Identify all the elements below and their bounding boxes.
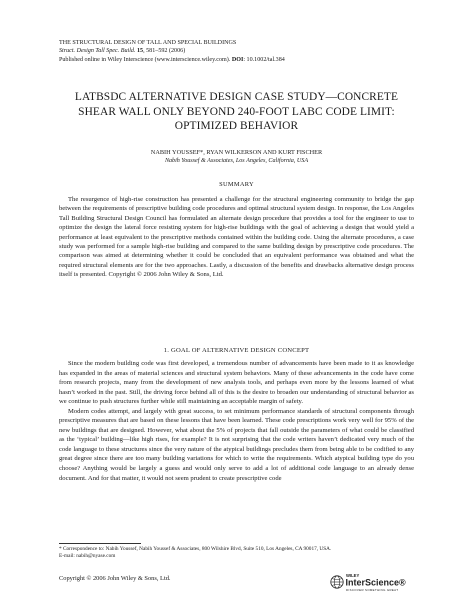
title-line: LATBSDC ALTERNATIVE DESIGN CASE STUDY—CONCRETE	[74, 91, 399, 103]
section-heading: 1. GOAL OF ALTERNATIVE DESIGN CONCEPT	[163, 347, 310, 354]
globe-icon	[331, 576, 343, 588]
logo-tagline: DISCOVER SOMETHING GREAT	[346, 587, 399, 592]
title-line: SHEAR WALL ONLY BEYOND 240-FOOT LABC CODE LIMIT:	[78, 105, 395, 118]
wiley-interscience-logo-graphic	[330, 571, 414, 593]
footnote	[59, 546, 414, 560]
pages-year: , 581–592 (2006)	[143, 48, 186, 55]
copyright-notice: Copyright © 2006 John Wiley & Sons, Ltd.	[59, 575, 171, 582]
article-title	[59, 90, 414, 134]
body-paragraph: Since the modern building code was first developed, a tremendous number of advancements have been made to it as knowledge has expanded in the areas of material sciences and structural system behaviors. Many of these advancements in the code have come from research projects, many from the development of new analysis tools, and perhaps even more by the lessons learned of what hasn’t worked in the past. Still, the driving force behind all of this is the desire to broaden our understanding of structural behavior as we continue to push structures further while still maintaining an acceptable margin of safety.	[59, 360, 414, 406]
footnote-rule	[59, 543, 141, 544]
citation	[59, 47, 285, 55]
journal-name: THE STRUCTURAL DESIGN OF TALL AND SPECIAL BUILDINGS	[59, 40, 237, 46]
publication-line	[59, 56, 285, 64]
body-paragraph: Modern codes attempt, and largely with great success, to set minimum performance standards of structural components through prescriptive measures that are based on these lessons that have been learned. These code prescriptions work very well for 95% of the new buildings that are designed. However, what about the 5% of projects that fall outside the parameters of what could be classified as the ‘typical’ building—like high rises, for example? It is not surprising that the code writers haven’t dedicated very much of the code language to these structures since the very nature of the atypical buildings precludes them from being able to be codified to any great degree since there are too many building variations for which to write the requirements. Which atypical building type do you choose? Anything would be largely a guess and would only serve to add a lot of additional code language to an already dense document. And for that matter, it would not seem prudent to create prescriptive code	[59, 407, 414, 482]
summary-text: The resurgence of high-rise construction has presented a challenge for the structural engineering community to bridge the gap between the requirements of prescriptive building code procedures and optimal structural system design. In response, the Los Angeles Tall Building Structural Design Council has formulated an alternate design procedure that provides a tool for the engineer to use to optimize the design the lateral force resisting system for high-rise buildings with the goal of achieving a design that would yield a performance at least equivalent to the prescriptive methods contained within the building code. Using the alternate procedures, a case study was performed for a sample high-rise building and compared to the same building design by prescriptive code procedures. The comparison was aimed at determining whether it could be concluded that an equivalent performance was obtained and what the required structural elements are for the two approaches. Lastly, a discussion of the benefits and drawbacks alternative design process itself is presented. Copyright © 2006 John Wiley & Sons, Ltd.	[59, 196, 414, 279]
logo-wiley-text: WILEY	[346, 573, 360, 578]
author-list: NABIH YOUSSEF*, RYAN WILKERSON AND KURT FISCHER	[150, 149, 323, 156]
volume-number: 15	[136, 48, 144, 55]
title-line: OPTIMIZED BEHAVIOR	[174, 120, 299, 133]
correspondence-note: * Correspondence to: Nabih Youssef, Nabih Youssef & Associates, 800 Wilshire Blvd, Suite 510, Los Angeles, CA 90017, USA.	[59, 546, 332, 552]
logo-interscience-text: InterScience®	[345, 577, 406, 588]
body-text	[59, 359, 414, 483]
journal-abbrev: Struct. Design Tall Spec. Build.	[59, 48, 136, 55]
running-head	[59, 39, 285, 64]
email-note: E-mail: nabih@nyase.com	[59, 553, 116, 559]
doi-value: : 10.1002/tal.384	[243, 56, 285, 63]
author-affiliation: Nabih Youssef & Associates, Los Angeles, California, USA	[164, 158, 309, 164]
doi-label: DOI	[231, 56, 244, 63]
summary-heading: SUMMARY	[219, 181, 254, 188]
wiley-interscience-logo	[330, 571, 414, 593]
published-online: Published online in Wiley Interscience (www.interscience.wiley.com).	[59, 56, 231, 63]
